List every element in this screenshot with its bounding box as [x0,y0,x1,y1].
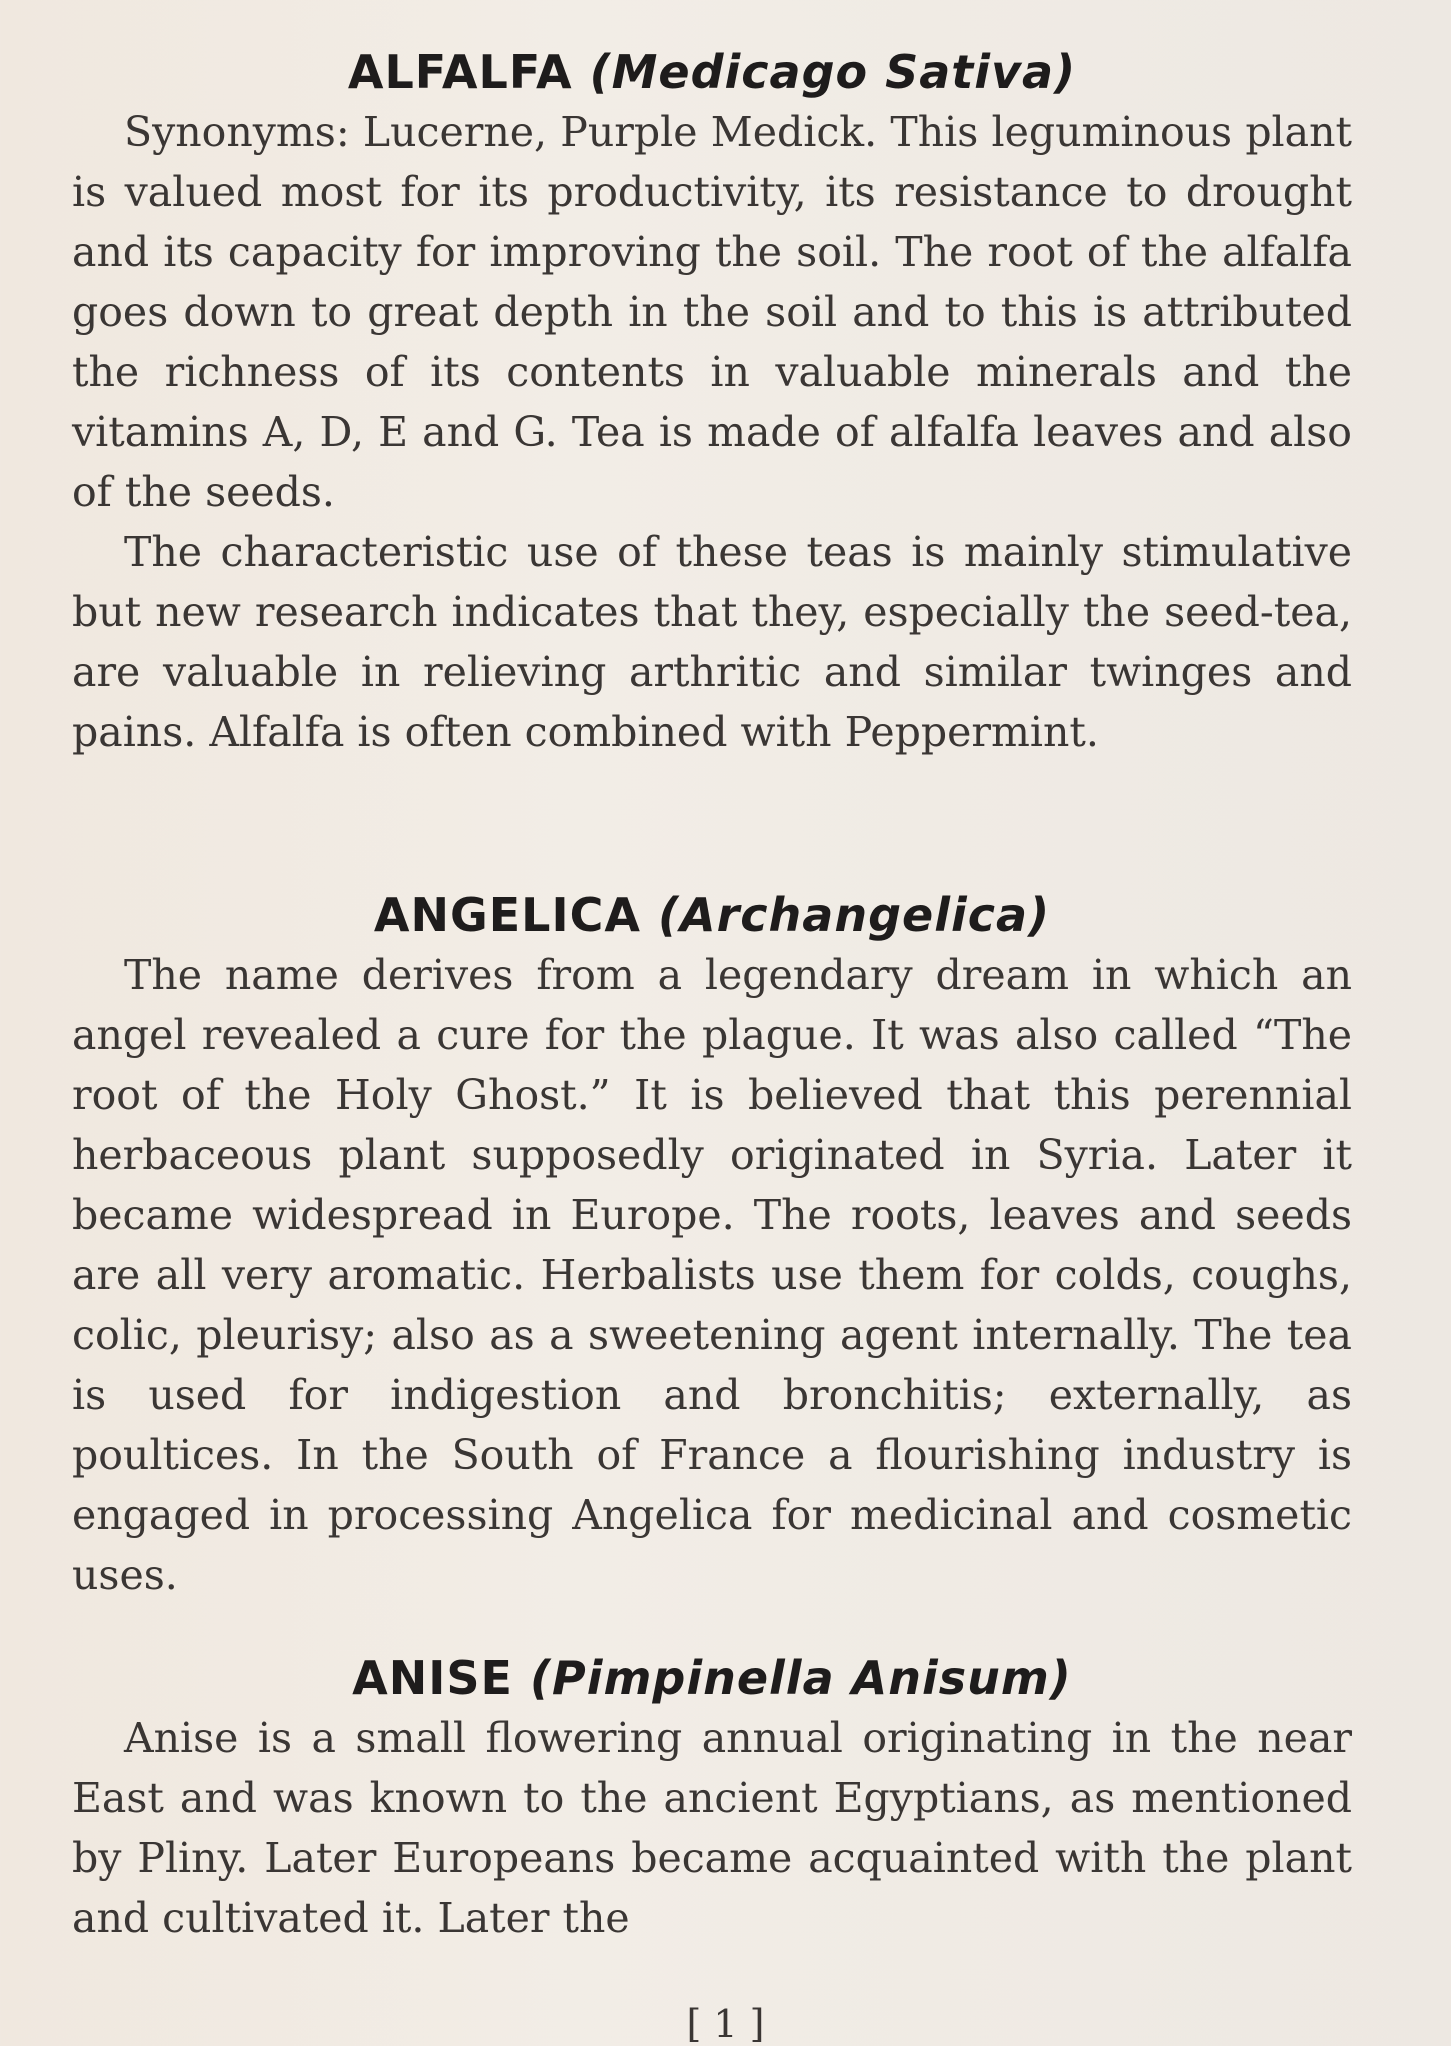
entry-latin-name: (Medicago Sativa) [589,45,1077,99]
entry-heading [72,1648,1352,1708]
page-number: [ 1 ] [686,2002,765,2046]
entry-name: ANGELICA [373,888,641,942]
entry-name: ALFALFA [347,45,573,99]
entry-latin-name: (Pimpinella Anisum) [529,1651,1072,1705]
entry-paragraph: The characteristic use of these teas is mainly stimulative but new research indicates that they, especially the seed-tea, are valuable in relieving arthritic and similar twinges and pains. Alfalfa is often combined with Peppermint. [72,528,1352,756]
entry-latin-name: (Archangelica) [657,888,1051,942]
entry-heading [72,42,1352,102]
entry-paragraph: The name derives from a legendary dream in which an angel revealed a cure for the plague. It was also called “The root of the Holy Ghost.” It is believed that this perennial herbaceous plant supposedly originated in Syria. Later it became widespread in Europe. The roots, leaves and seeds are all very aromatic. Herbalists use them for colds, coughs, colic, pleurisy; also as a sweetening agent internally. The tea is used for indigestion and bronchitis; externally, as poultices. In the South of France a flourishing industry is engaged in processing Angelica for medicinal and cosmetic uses. [72,951,1352,1599]
entry-alfalfa [72,42,1352,762]
entry-angelica [72,885,1352,1605]
entry-heading [72,885,1352,945]
entry-paragraph: Synonyms: Lucerne, Purple Medick. This leguminous plant is valued most for its productivity, its resistance to drought and its capacity for improving the soil. The root of the alfalfa goes down to great depth in the soil and to this is attributed the richness of its contents in valuable minerals and the vitamins A, D, E and G. Tea is made of alfalfa leaves and also of the seeds. [72,108,1352,516]
entry-paragraph: Anise is a small flowering annual originating in the near East and was known to the ancient Egyptians, as mentioned by Pliny. Later Europeans became acquainted with the plant and cultivated it. Later the [72,1714,1352,1942]
entry-anise [72,1648,1352,1948]
entry-name: ANISE [352,1651,513,1705]
